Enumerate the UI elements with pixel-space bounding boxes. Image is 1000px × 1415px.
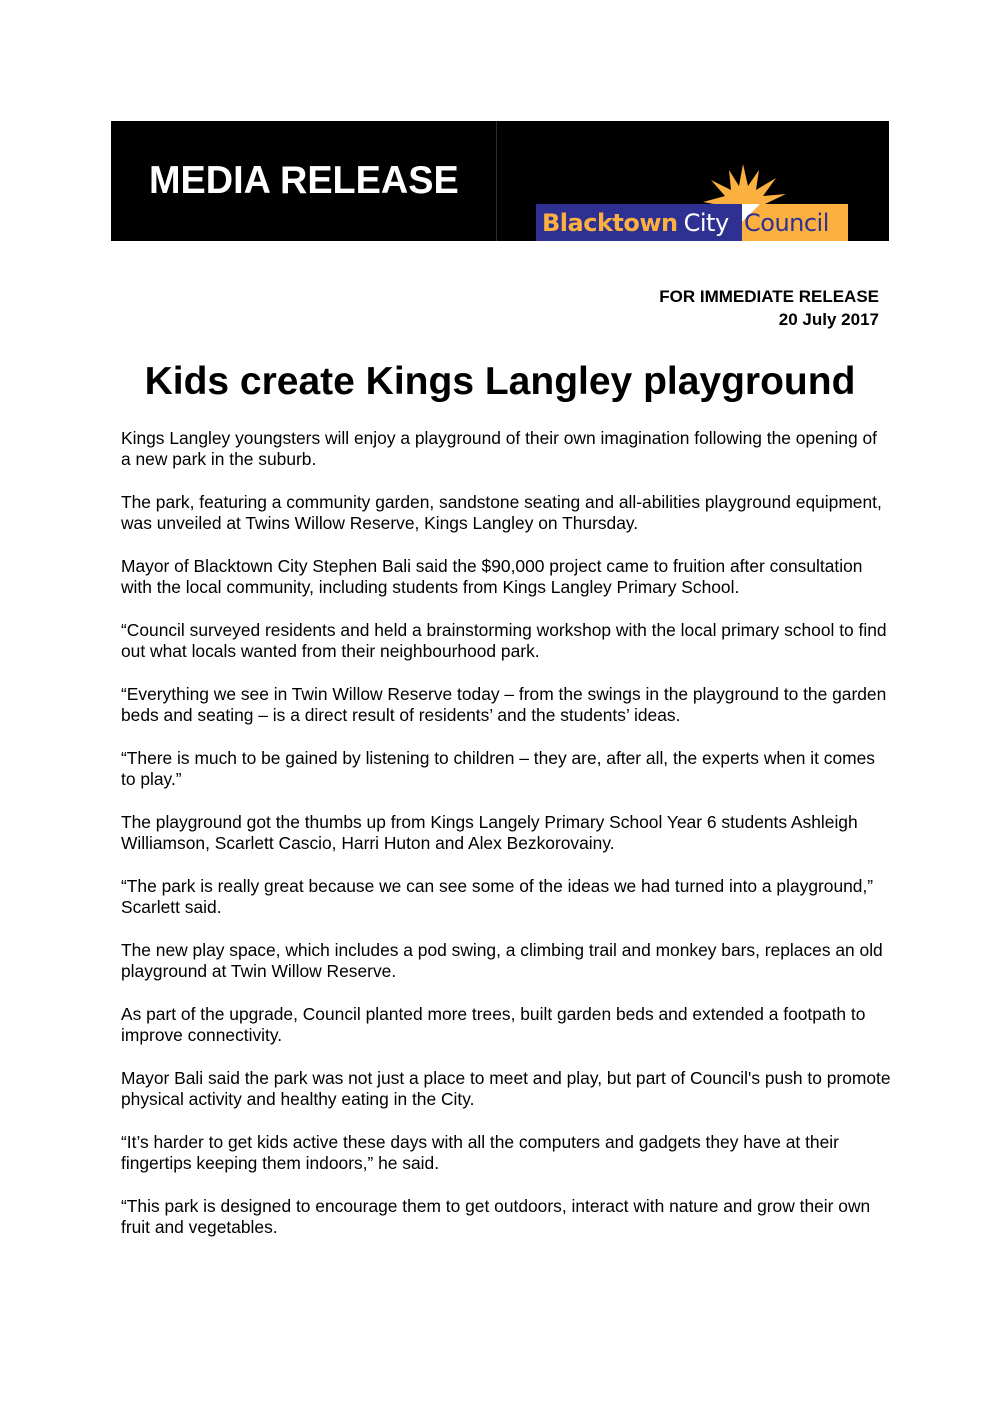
paragraph: “Everything we see in Twin Willow Reserve today – from the swings in the playground to the garden beds and seating – is a direct result of residents’ and the students’ ideas. — [121, 684, 887, 725]
media-release-banner — [111, 121, 889, 241]
council-logo — [536, 164, 848, 241]
logo-orange-block — [742, 204, 848, 241]
release-meta — [659, 285, 879, 331]
paragraph: “The park is really great because we can see some of the ideas we had turned into a playground,” Scarlett said. — [121, 876, 874, 917]
paragraph: As part of the upgrade, Council planted more trees, built garden beds and extended a footpath to improve connectivity. — [121, 1004, 866, 1045]
paragraph: “It’s harder to get kids active these days with all the computers and gadgets they have at their fingertips keeping them indoors,” he said. — [121, 1132, 839, 1173]
release-type: FOR IMMEDIATE RELEASE — [659, 287, 879, 306]
paragraph: The playground got the thumbs up from Kings Langely Primary School Year 6 students Ashleigh Williamson, Scarlett Cascio, Harri Huton and Alex Bezkorovainy. — [121, 812, 858, 853]
paragraph: Kings Langley youngsters will enjoy a playground of their own imagination following the opening of a new park in the suburb. — [121, 428, 878, 469]
logo-word-blacktown: Blacktown — [542, 208, 678, 237]
logo-word-city: City — [683, 208, 729, 237]
logo-word-council: Council — [744, 208, 829, 237]
paragraph: Mayor Bali said the park was not just a place to meet and play, but part of Council's push to promote physical activity and healthy eating in the City. — [121, 1068, 891, 1109]
article-body — [121, 428, 891, 1260]
banner-title: MEDIA RELEASE — [149, 159, 459, 202]
headline: Kids create Kings Langley playground — [144, 360, 856, 403]
logo-blue-block — [536, 204, 742, 241]
paragraph: The new play space, which includes a pod swing, a climbing trail and monkey bars, replaces an old playground at Twin Willow Reserve. — [121, 940, 883, 981]
paragraph: “This park is designed to encourage them to get outdoors, interact with nature and grow their own fruit and vegetables. — [121, 1196, 871, 1237]
paragraph: “There is much to be gained by listening to children – they are, after all, the experts when it comes to play.” — [121, 748, 875, 789]
release-date: 20 July 2017 — [778, 310, 879, 329]
logo-wordmark — [536, 204, 848, 241]
banner-divider — [496, 121, 497, 241]
paragraph: Mayor of Blacktown City Stephen Bali said the $90,000 project came to fruition after consultation with the local community, including students from Kings Langley Primary School. — [121, 556, 863, 597]
paragraph: The park, featuring a community garden, sandstone seating and all-abilities playground equipment, was unveiled at Twins Willow Reserve, Kings Langley on Thursday. — [121, 492, 882, 533]
paragraph: “Council surveyed residents and held a brainstorming workshop with the local primary school to find out what locals wanted from their neighbourhood park. — [121, 620, 887, 661]
